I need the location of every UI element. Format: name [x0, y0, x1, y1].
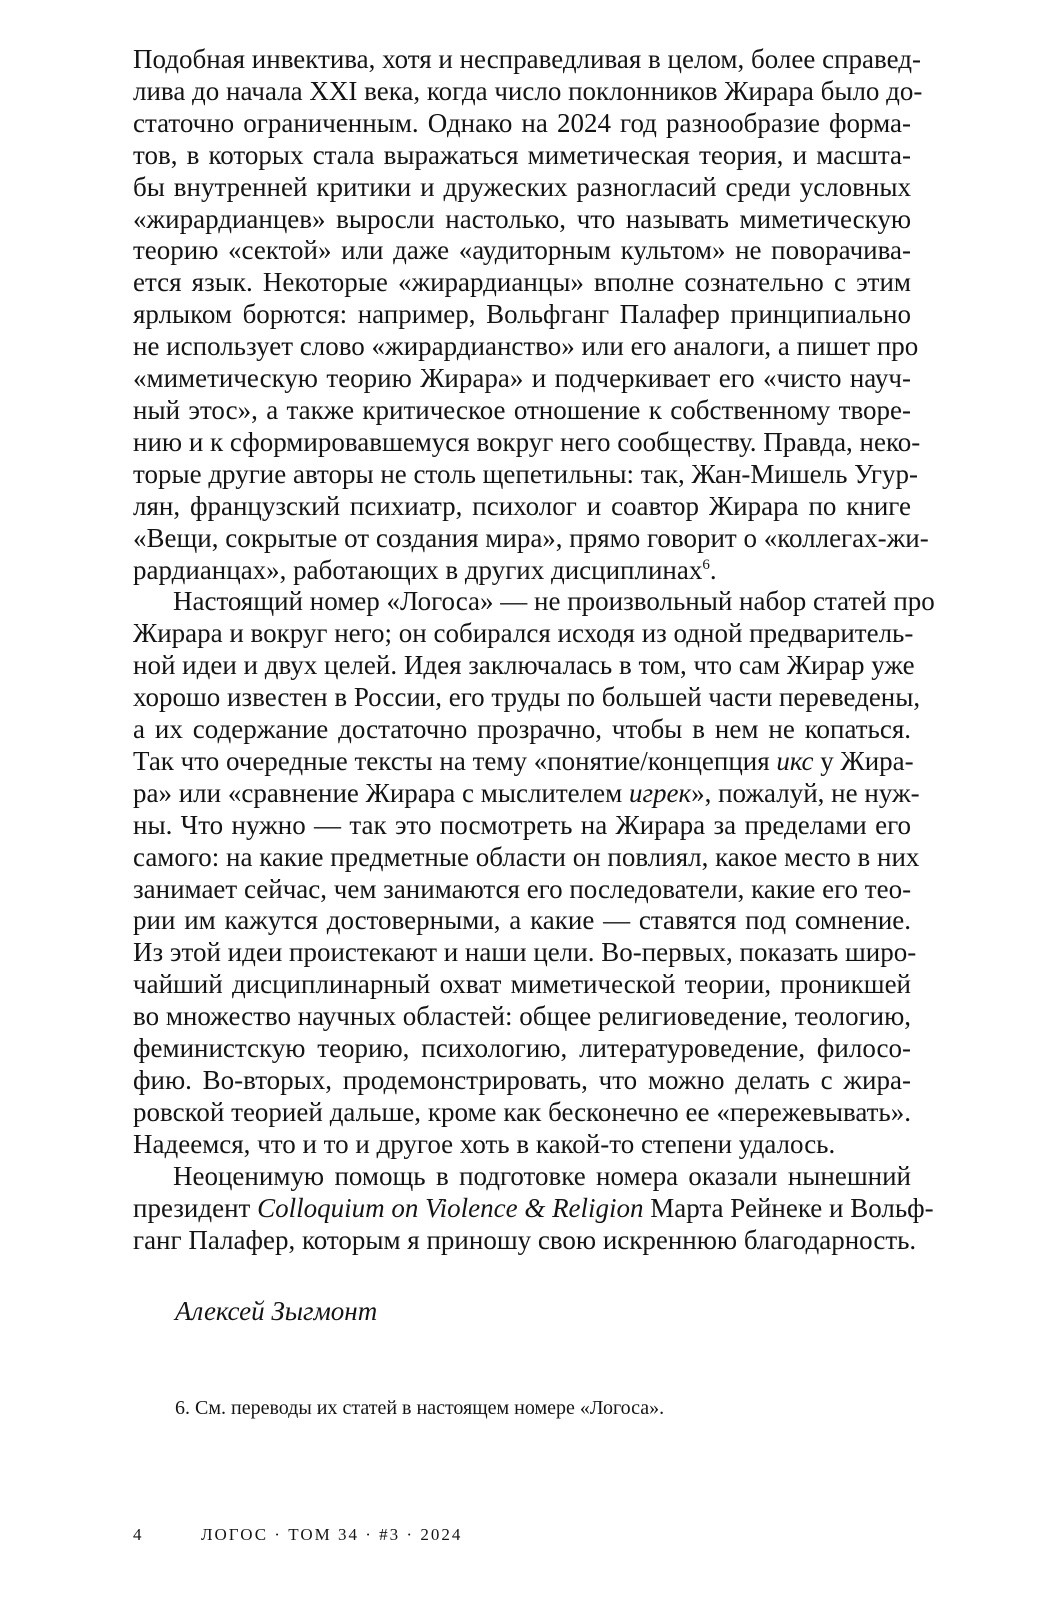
- text-line: [133, 745, 914, 778]
- text-line: во множество научных областей: общее религиоведение, теологию,: [133, 1001, 912, 1032]
- text-line: статочно ограниченным. Однако на 2024 год разнообразие форма-: [133, 107, 911, 138]
- text-line: «Вещи, сокрытые от создания мира», прямо говорит о «коллегах-жи-: [133, 522, 929, 553]
- paragraph-2: [133, 586, 935, 1160]
- text-line: Жирара и вокруг него; он собирался исходя из одной предваритель-: [133, 618, 914, 649]
- text-fragment: », пожалуй, не нуж-: [691, 777, 920, 808]
- text-line: тов, в которых стала выражаться миметическая теория, и масшта-: [133, 139, 911, 170]
- footnote: 6. См. переводы их статей в настоящем номере «Логоса».: [175, 1397, 665, 1419]
- main-text: [133, 44, 935, 1256]
- text-line: хорошо известен в России, его труды по большей части переведены,: [133, 682, 921, 713]
- author-signature: Алексей Зыгмонт: [175, 1296, 378, 1326]
- text-fragment: .: [709, 554, 717, 585]
- text-line: занимает сейчас, чем занимаются его последователи, какие его тео-: [133, 873, 912, 904]
- paragraph-1: [133, 44, 929, 586]
- italic-term: икс: [776, 745, 814, 776]
- text-line: Надеемся, что и то и другое хоть в какой-то степени удалось.: [133, 1128, 836, 1159]
- text-line: фию. Во-вторых, продемонстрировать, что можно делать с жира-: [133, 1065, 911, 1095]
- text-line: нию и к сформировавшемуся вокруг него сообществу. Правда, неко-: [133, 426, 921, 457]
- text-line: ровской теорией дальше, кроме как бесконечно ее «пережевывать».: [133, 1096, 911, 1127]
- text-line: а их содержание достаточно прозрачно, чтобы в нем не копаться.: [133, 714, 911, 745]
- text-line: ны. Что нужно — так это посмотреть на Жирара за пределами его: [133, 809, 911, 840]
- text-line: ный этос», а также критическое отношение к собственному творе-: [133, 394, 911, 425]
- text-line: Неоценимую помощь в подготовке номера оказали нынешний: [173, 1160, 911, 1191]
- text-line: ется язык. Некоторые «жирардианцы» вполне сознательно с этим: [133, 267, 911, 298]
- text-line: «жирардианцев» выросли настолько, что называть миметическую: [133, 203, 911, 234]
- running-title: ЛОГОС · ТОМ 34 · #3 · 2024: [201, 1525, 463, 1544]
- text-line: бы внутренней критики и дружеских разногласий среди условных: [133, 171, 911, 202]
- page-number: 4: [133, 1525, 144, 1544]
- text-line: самого: на какие предметные области он повлиял, какое место в них: [133, 841, 920, 872]
- text-fragment: Так что очередные тексты на тему «понятие/концепция: [133, 745, 777, 776]
- italic-term: игрек: [628, 777, 692, 808]
- text-fragment: у Жира-: [813, 745, 914, 776]
- running-footer: [133, 1525, 462, 1545]
- text-line: рии им кажутся достоверными, а какие — ставятся под сомнение.: [133, 905, 911, 936]
- footnote-ref[interactable]: 6: [702, 556, 710, 573]
- text-fragment: рардианцах», работающих в других дисциплинах: [133, 554, 703, 585]
- text-line: лива до начала XXI века, когда число поклонников Жирара было до-: [133, 75, 923, 106]
- text-line: не использует слово «жирардианство» или его аналоги, а пишет про: [133, 331, 919, 362]
- text-line: теорию «сектой» или даже «аудиторным культом» не поворачива-: [133, 235, 911, 266]
- text-fragment: ра» или «сравнение Жирара с мыслителем: [133, 777, 629, 808]
- text-line: торые другие авторы не столь щепетильны: так, Жан-Мишель Угур-: [133, 458, 918, 489]
- paragraph-3: [133, 1160, 934, 1257]
- text-line: лян, французский психиатр, психолог и соавтор Жирара по книге: [133, 490, 911, 521]
- text-line: «миметическую теорию Жирара» и подчеркивает его «чисто науч-: [133, 363, 911, 394]
- text-line: Из этой идеи проистекают и наши цели. Во-первых, показать широ-: [133, 937, 917, 968]
- text-line: Подобная инвектива, хотя и несправедливая в целом, более справед-: [133, 44, 921, 74]
- text-line: ярлыком борются: например, Вольфганг Палафер принципиально: [133, 299, 911, 330]
- text-line: Настоящий номер «Логоса» — не произвольный набор статей про: [173, 586, 935, 617]
- italic-title: Colloquium on Violence & Religion: [257, 1192, 644, 1223]
- text-line: ганг Палафер, которым я приношу свою искреннюю благодарность.: [133, 1224, 917, 1255]
- text-line: [133, 555, 911, 587]
- text-fragment: президент: [133, 1192, 258, 1223]
- text-line: [133, 1192, 934, 1225]
- text-line: [133, 777, 920, 810]
- text-fragment: Марта Рейнеке и Вольф-: [643, 1192, 934, 1223]
- text-line: феминистскую теорию, психологию, литературоведение, филосо-: [133, 1033, 911, 1064]
- text-line: ной идеи и двух целей. Идея заключалась в том, что сам Жирар уже: [133, 650, 915, 681]
- text-line: чайший дисциплинарный охват миметической теории, проникшей: [133, 969, 911, 1000]
